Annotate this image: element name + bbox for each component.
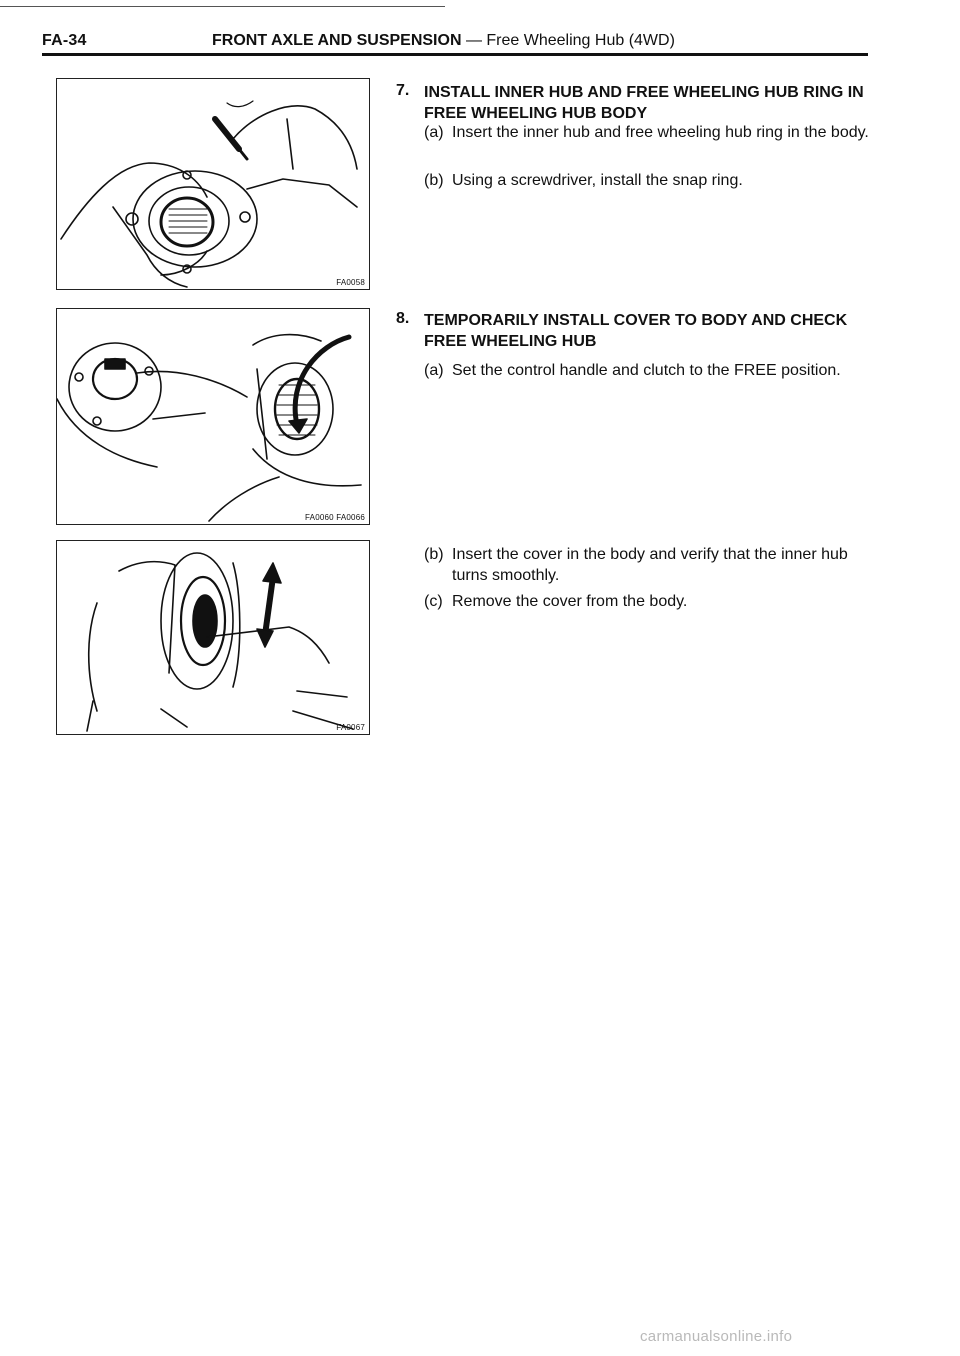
figure-fa0067: [56, 540, 370, 735]
hub-rim-edge: [233, 563, 240, 687]
top-rule: [0, 6, 445, 7]
substep-label: (a): [424, 124, 444, 141]
substep-text: Set the control handle and clutch to the FREE position.: [452, 362, 841, 379]
hand-right-outline: [209, 335, 361, 521]
inner-hub-rotation-illustration: [57, 541, 369, 734]
bolt-hole-right: [240, 212, 250, 222]
figure-code: FA0067: [336, 723, 365, 732]
screwdriver-shaft: [215, 119, 239, 149]
cover-bolt-1: [75, 373, 83, 381]
hub-body-shape: [133, 171, 257, 267]
step-title: INSTALL INNER HUB AND FREE WHEELING HUB RING IN FREE WHEELING HUB BODY: [424, 84, 864, 122]
figure-fa0058: [56, 78, 370, 290]
rotation-arrow-head-down: [257, 629, 273, 647]
step-number: 8.: [396, 310, 410, 327]
watermark: carmanualsonline.info: [640, 1328, 793, 1345]
substep-7a: [424, 122, 876, 166]
free-marker: [105, 359, 125, 369]
substep-label: (c): [424, 593, 443, 610]
hub-cover-shape: [69, 343, 161, 431]
subsection-name: Free Wheeling Hub (4WD): [486, 32, 675, 49]
inner-hub-shape: [161, 198, 213, 246]
substep-text: Remove the cover from the body.: [452, 593, 688, 610]
section-title: [212, 32, 675, 50]
hand-screwdriver-hub-illustration: [57, 79, 369, 289]
rotation-arrow-shaft: [265, 577, 273, 635]
wrist-outline: [87, 701, 187, 731]
step-7: [396, 82, 876, 202]
cover-bolt-3: [93, 417, 101, 425]
substep-label: (b): [424, 546, 444, 563]
substep-label: (b): [424, 172, 444, 189]
substep-8b: [424, 544, 876, 588]
header-rule: [42, 53, 868, 56]
title-separator: —: [465, 32, 482, 49]
substep-label: (a): [424, 362, 444, 379]
page-header: [42, 32, 868, 54]
figure-fa0060-fa0066: [56, 308, 370, 525]
substep-8a: [424, 360, 876, 382]
substep-text: Insert the inner hub and free wheeling hub ring in the body.: [452, 124, 869, 141]
page-code: FA-34: [42, 32, 87, 49]
step-8: [396, 310, 876, 630]
step-title: TEMPORARILY INSTALL COVER TO BODY AND CHECK FREE WHEELING HUB: [424, 312, 848, 350]
substep-8c: [424, 591, 876, 613]
step-number: 7.: [396, 82, 410, 99]
bolt-hole-left: [126, 213, 138, 225]
figure-code: FA0058: [336, 278, 365, 287]
spline-lines: [169, 209, 207, 233]
hand-left-outline: [57, 371, 247, 467]
rotation-arrow-head: [289, 419, 307, 433]
screwdriver-tip: [239, 149, 247, 159]
section-name: FRONT AXLE AND SUSPENSION: [212, 32, 462, 49]
hub-cover-clutch-illustration: [57, 309, 369, 524]
right-hand-outline: [233, 106, 357, 207]
inner-hub-core: [193, 595, 217, 647]
figure-code: FA0060 FA0066: [305, 513, 365, 522]
rotation-arrow-head-up: [263, 563, 281, 583]
finger-detail: [227, 101, 253, 107]
substep-text: Insert the cover in the body and verify that the inner hub turns smoothly.: [452, 546, 848, 584]
substep-7b: [424, 170, 876, 192]
substep-text: Using a screwdriver, install the snap ring.: [452, 172, 743, 189]
